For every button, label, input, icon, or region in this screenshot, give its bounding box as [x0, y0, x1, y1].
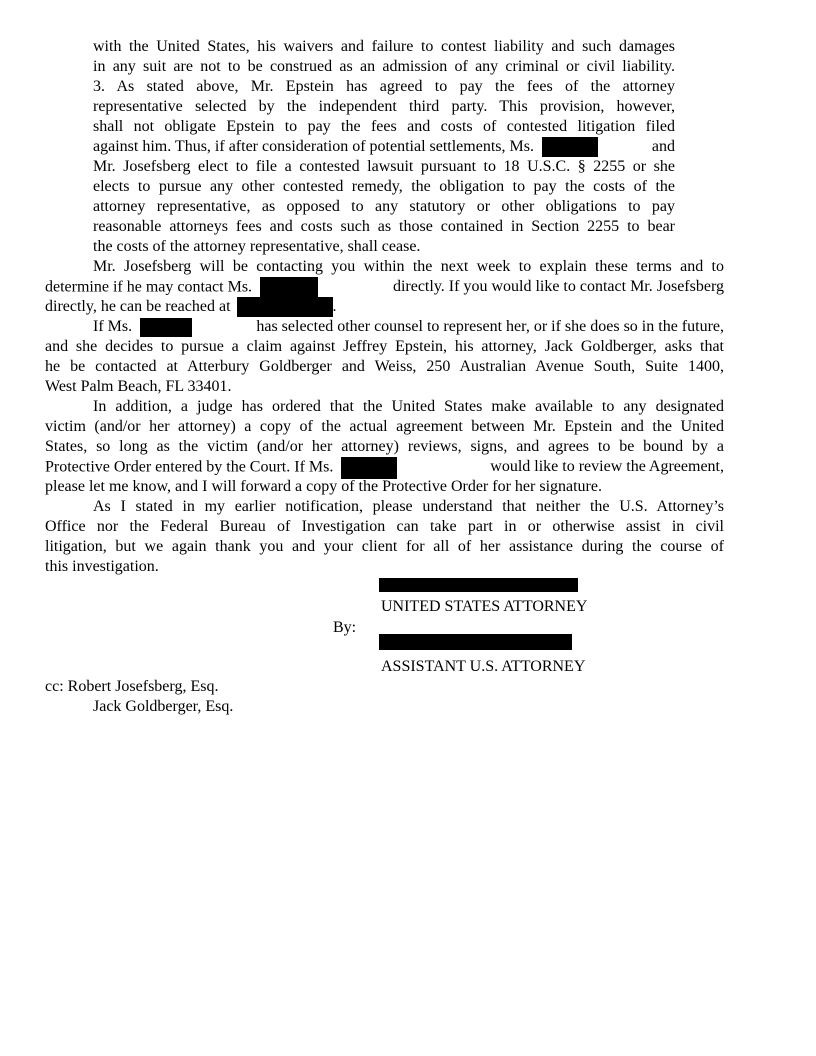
counsel-line-3: he be contacted at Atterbury Goldberger and Weiss, 250 Australian Avenue South, Suite 1400, [45, 358, 724, 375]
block-line-2: in any suit are not to be construed as an admission of any criminal or civil liability. [93, 58, 675, 75]
contact-line-3-end: . [332, 298, 337, 315]
block-line-4: representative selected by the independent third party. This provision, however, [93, 98, 675, 115]
block-line-11: the costs of the attorney representative, shall cease. [93, 238, 421, 255]
agreement-line-4-end: would like to review the Agreement, [490, 458, 724, 475]
block-line-3: 3. As stated above, Mr. Epstein has agreed to pay the fees of the attorney [93, 78, 675, 95]
block-line-10: reasonable attorneys fees and costs such as those contained in Section 2255 to bear [93, 218, 675, 235]
closing-line-1: As I stated in my earlier notification, please understand that neither the U.S. Attorney’s [93, 498, 724, 515]
block-line-9: attorney representative, as opposed to any statutory or other obligations to pay [93, 198, 675, 215]
contact-line-2-text: determine if he may contact Ms. [45, 278, 253, 296]
redaction-box [237, 297, 333, 317]
block-line-5: shall not obligate Epstein to pay the fees and costs of contested litigation filed [93, 118, 675, 135]
signature-title-assistant: ASSISTANT U.S. ATTORNEY [381, 658, 586, 675]
block-line-1: with the United States, his waivers and failure to contest liability and such damages [93, 38, 675, 55]
contact-line-2 [45, 277, 724, 297]
block-line-6-end: and [651, 138, 675, 155]
counsel-line-1-end: has selected other counsel to represent her, or if she does so in the future, [256, 318, 724, 335]
signature-by-label: By: [333, 619, 357, 636]
block-line-6 [93, 137, 675, 157]
signature-title-us-attorney: UNITED STATES ATTORNEY [381, 598, 588, 615]
redaction-box [542, 137, 598, 157]
contact-line-2-end: directly. If you would like to contact Mr. Josefsberg [392, 278, 724, 295]
agreement-line-4 [45, 457, 724, 477]
contact-line-3-text: directly, he can be reached at [45, 298, 231, 315]
contact-line-3 [45, 297, 724, 317]
redaction-box [260, 277, 318, 299]
counsel-line-4: West Palm Beach, FL 33401. [45, 378, 232, 395]
agreement-line-4-text: Protective Order entered by the Court. If Ms. [45, 458, 334, 476]
block-line-8: elects to pursue any other contested remedy, the obligation to pay the costs of the [93, 178, 675, 195]
contact-line-1: Mr. Josefsberg will be contacting you within the next week to explain these terms and to [93, 258, 724, 275]
redaction-box [379, 578, 578, 592]
block-line-6-text: against him. Thus, if after consideration of potential settlements, Ms. [93, 138, 534, 155]
redaction-box [379, 634, 572, 650]
counsel-line-1-text: If Ms. [93, 318, 133, 335]
closing-line-4: this investigation. [45, 558, 159, 575]
redaction-box [140, 318, 192, 337]
agreement-line-5: please let me know, and I will forward a copy of the Protective Order for her signature. [45, 478, 602, 495]
redaction-box [341, 457, 397, 479]
agreement-line-2: victim (and/or her attorney) a copy of the actual agreement between Mr. Epstein and the United [45, 418, 724, 435]
closing-line-2: Office nor the Federal Bureau of Investigation can take part in or otherwise assist in civil [45, 518, 724, 535]
cc-line-1: cc: Robert Josefsberg, Esq. [45, 678, 219, 695]
agreement-line-1: In addition, a judge has ordered that the United States make available to any designated [93, 398, 724, 415]
counsel-line-2: and she decides to pursue a claim against Jeffrey Epstein, his attorney, Jack Goldberger, asks that [45, 338, 724, 355]
counsel-line-1 [93, 317, 724, 337]
closing-line-3: litigation, but we again thank you and your client for all of her assistance during the course of [45, 538, 724, 555]
agreement-line-3: States, so long as the victim (and/or her attorney) reviews, signs, and agrees to be bound by a [45, 438, 724, 455]
block-line-7: Mr. Josefsberg elect to file a contested lawsuit pursuant to 18 U.S.C. § 2255 or she [93, 158, 675, 175]
cc-line-2: Jack Goldberger, Esq. [93, 698, 234, 715]
